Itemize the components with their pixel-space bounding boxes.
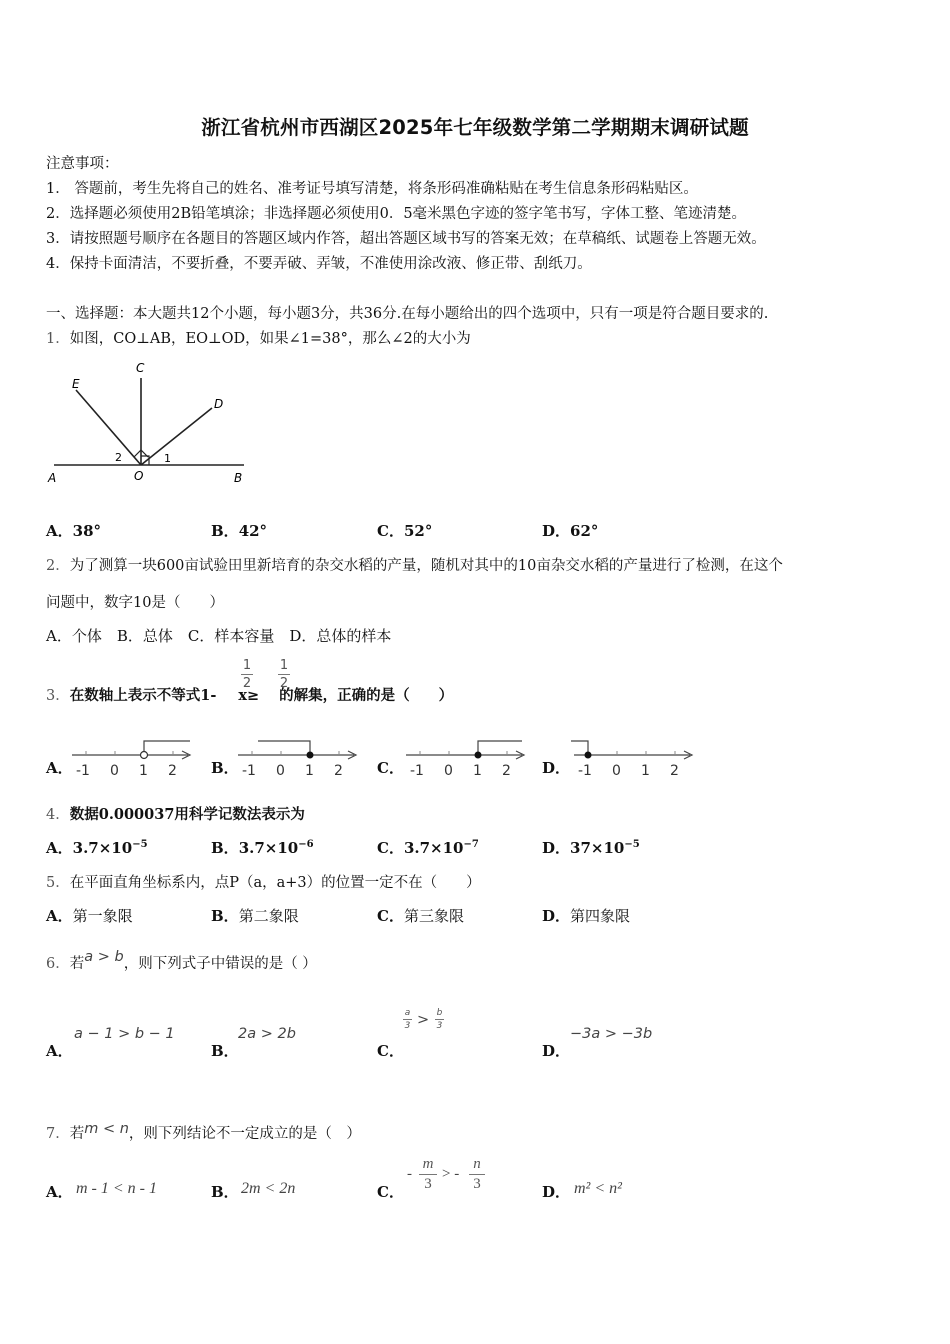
svg-text:-1: -1 — [76, 763, 90, 779]
question-text-post: ，则下列结论不一定成立的是（ ） — [128, 1126, 361, 1142]
question-text-post: ，则下列式子中错误的是（ ） — [123, 956, 317, 972]
ray-od — [141, 408, 212, 465]
label-angle-2: 2 — [115, 451, 122, 464]
question-6 — [46, 949, 317, 973]
svg-text:0: 0 — [276, 763, 285, 779]
q6-option-a-label[interactable]: A． — [46, 1042, 73, 1060]
question-text-line1: 为了测算一块600亩试验田里新培育的杂交水稻的产量，随机对其中的10亩杂交水稻的产量进行了检测，在这个 — [69, 558, 783, 574]
q7-option-a-expr[interactable]: m - 1 < n - 1 — [76, 1180, 158, 1197]
question-number: 7． — [46, 1126, 70, 1142]
q4-option-a[interactable]: A．$3.7\times 10^{-5}$ — [46, 839, 148, 857]
q2-options[interactable]: A．个体 B．总体 C．样本容量 D．总体的样本 — [46, 627, 392, 645]
q3-fraction-1: 1 2 — [242, 658, 252, 691]
svg-text:0: 0 — [612, 763, 621, 779]
section-heading: 一、选择题：本大题共12个小题，每小题3分，共36分.在每小题给出的四个选项中，只有一项是符合题目要求的. — [46, 306, 769, 322]
svg-text:-1: -1 — [410, 763, 424, 779]
svg-text:2: 2 — [168, 763, 177, 779]
notice-item-3: 3．请按照题号顺序在各题目的答题区域内作答，超出答题区域书写的答案无效；在草稿纸、试题卷上答题无效。 — [46, 231, 766, 247]
svg-text:-1: -1 — [578, 763, 592, 779]
question-number: 2． — [46, 558, 70, 574]
q1-option-d[interactable]: D．62° — [542, 522, 599, 540]
q3-option-b-numberline[interactable] — [232, 735, 362, 781]
q6-option-c-relation: > — [417, 1012, 430, 1028]
question-text: 如图，CO⊥AB，EO⊥OD，如果∠1=38°，那么∠2的大小为 — [69, 331, 471, 347]
question-4 — [46, 803, 305, 824]
question-text-pre: 若 — [69, 956, 85, 972]
label-d: D — [214, 397, 224, 411]
svg-text:2: 2 — [670, 763, 679, 779]
label-c: C — [136, 361, 145, 375]
q7-option-c-label[interactable]: C． — [377, 1183, 404, 1201]
question-number: 3． — [46, 688, 70, 704]
q5-option-c[interactable]: C．第三象限 — [377, 907, 464, 925]
svg-text:1: 1 — [139, 763, 148, 779]
q7-option-b-expr[interactable]: 2m < 2n — [241, 1180, 296, 1197]
question-text: 数据0.000037用科学记数法表示为 — [69, 806, 305, 823]
question-2-line2: 问题中，数字10是（ ） — [46, 595, 224, 611]
q1-geometry-figure — [44, 358, 254, 488]
q7-option-c-frac-m[interactable]: m 3 — [419, 1156, 437, 1193]
question-text-mid: x≥ — [238, 687, 260, 704]
q3-option-c-label[interactable]: C． — [377, 759, 404, 777]
question-number: 5． — [46, 875, 70, 891]
notice-item-4: 4．保持卡面清洁，不要折叠，不要弄破、弄皱，不准使用涂改液、修正带、刮纸刀。 — [46, 256, 592, 272]
question-number: 1． — [46, 331, 70, 347]
question-text-pre: 在数轴上表示不等式1- — [69, 687, 217, 704]
q7-option-a-label[interactable]: A． — [46, 1183, 73, 1201]
q7-option-c-minus: - — [407, 1166, 412, 1182]
q6-option-c-frac-a[interactable]: a 3 — [404, 1008, 411, 1031]
q6-option-c-frac-b[interactable]: b 3 — [436, 1008, 443, 1031]
q4-option-c[interactable]: C．$3.7\times 10^{-7}$ — [377, 839, 479, 857]
svg-text:0: 0 — [444, 763, 453, 779]
q3-option-b-label[interactable]: B． — [211, 759, 239, 777]
svg-text:2: 2 — [334, 763, 343, 779]
q5-option-a[interactable]: A．第一象限 — [46, 907, 133, 925]
svg-text:1: 1 — [641, 763, 650, 779]
q3-fraction-2: 1 2 — [279, 658, 289, 691]
q1-option-c[interactable]: C．52° — [377, 522, 433, 540]
q7-option-c-relation: > - — [442, 1166, 460, 1182]
notice-item-1: 1． 答题前，考生先将自己的姓名、准考证号填写清楚，将条形码准确粘贴在考生信息条形码粘贴区。 — [46, 181, 698, 197]
q6-option-b-expr[interactable]: 2a > 2b — [238, 1026, 296, 1042]
question-1 — [46, 327, 471, 348]
q3-option-d-label[interactable]: D． — [542, 759, 571, 777]
svg-text:-1: -1 — [242, 763, 256, 779]
q1-option-b[interactable]: B．42° — [211, 522, 268, 540]
notice-heading: 注意事项： — [46, 156, 119, 172]
q7-option-d-expr[interactable]: m² < n² — [574, 1180, 622, 1197]
question-condition: a > b — [84, 949, 124, 965]
question-2 — [46, 554, 783, 575]
svg-text:0: 0 — [110, 763, 119, 779]
svg-text:2: 2 — [502, 763, 511, 779]
q6-option-d-label[interactable]: D． — [542, 1042, 571, 1060]
q6-option-a-expr[interactable]: a − 1 > b − 1 — [74, 1026, 175, 1042]
q3-option-a-label[interactable]: A． — [46, 759, 73, 777]
q6-option-d-expr[interactable]: −3a > −3b — [570, 1026, 653, 1042]
question-7 — [46, 1122, 361, 1143]
question-number: 4． — [46, 807, 70, 823]
question-text-pre: 若 — [69, 1126, 85, 1142]
label-e: E — [72, 377, 80, 391]
svg-text:1: 1 — [473, 763, 482, 779]
label-b: B — [234, 471, 243, 485]
page-title: 浙江省杭州市西湖区2025年七年级数学第二学期期末调研试题 — [201, 116, 749, 139]
q4-option-d[interactable]: D．$37\times 10^{-5}$ — [542, 839, 640, 857]
q5-option-d[interactable]: D．第四象限 — [542, 907, 631, 925]
q5-option-b[interactable]: B．第二象限 — [211, 907, 299, 925]
question-number: 6． — [46, 956, 70, 972]
label-angle-1: 1 — [164, 452, 171, 465]
ray-oe — [76, 390, 141, 465]
label-a: A — [48, 471, 57, 485]
question-text: 在平面直角坐标系内，点P（a，a+3）的位置一定不在（ ） — [69, 875, 481, 891]
question-text-post: 的解集，正确的是（ ） — [279, 687, 454, 704]
q3-option-c-numberline[interactable] — [400, 735, 530, 781]
q3-option-a-numberline[interactable] — [66, 735, 196, 781]
q7-option-d-label[interactable]: D． — [542, 1183, 571, 1201]
q7-option-c-frac-n[interactable]: n 3 — [469, 1156, 485, 1193]
q7-option-b-label[interactable]: B． — [211, 1183, 239, 1201]
label-o: O — [134, 469, 144, 483]
q6-option-c-label[interactable]: C． — [377, 1042, 404, 1060]
question-condition: m < n — [84, 1121, 129, 1137]
q3-option-d-numberline[interactable] — [568, 735, 698, 781]
q4-option-b[interactable]: B．$3.7\times 10^{-6}$ — [211, 839, 314, 857]
notice-item-2: 2．选择题必须使用2B铅笔填涂；非选择题必须使用0．5毫米黑色字迹的签字笔书写，字体工整、笔迹清楚。 — [46, 206, 747, 222]
question-5 — [46, 871, 481, 892]
q6-option-b-label[interactable]: B． — [211, 1042, 239, 1060]
svg-text:1: 1 — [305, 763, 314, 779]
q1-option-a[interactable]: A．38° — [46, 522, 102, 540]
